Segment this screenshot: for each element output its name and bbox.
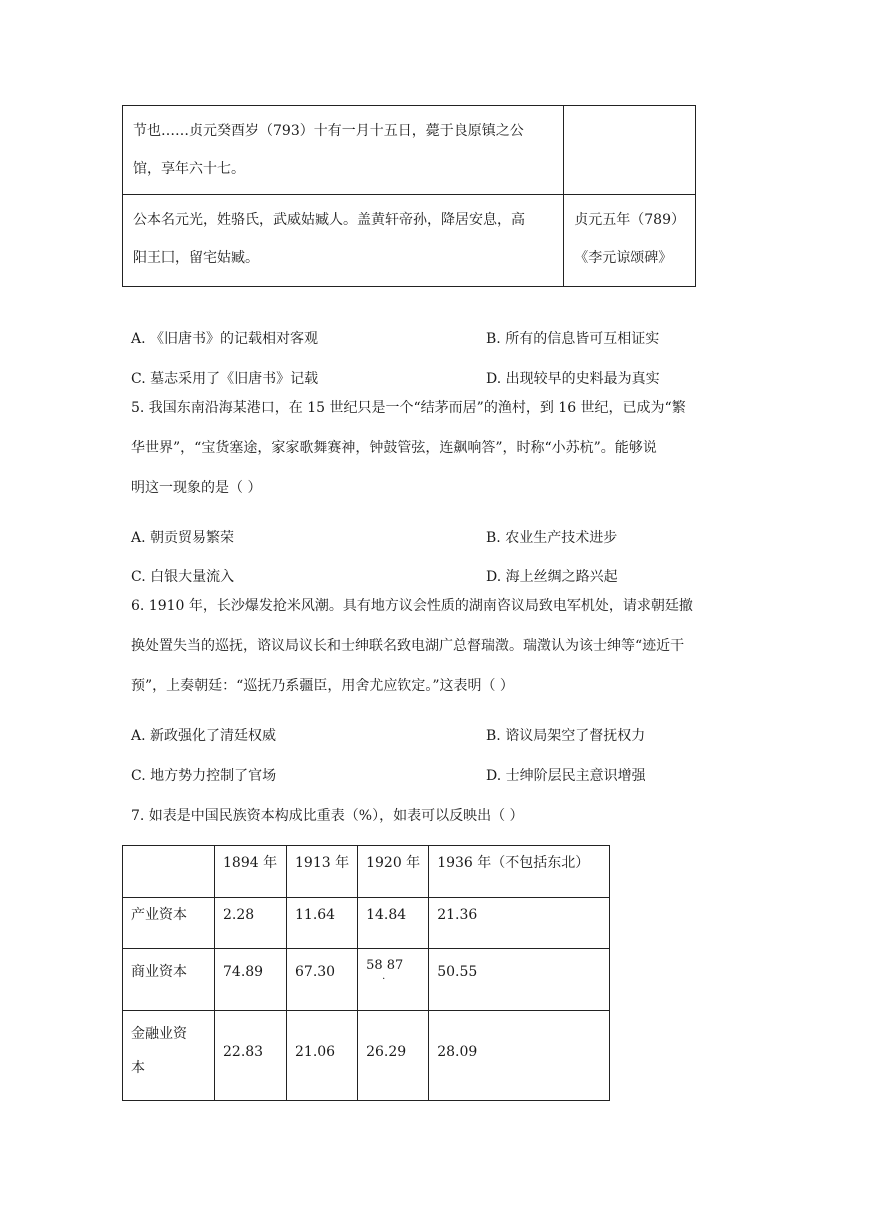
table-header-row [123, 846, 610, 898]
table-cell: 2.28 [215, 898, 287, 949]
q5-option-b[interactable]: B. 农业生产技术进步 [486, 530, 618, 546]
source-comparison-table [122, 105, 696, 287]
q5-stem-line: 明这一现象的是（ ） [131, 480, 262, 496]
q5-stem-line: 华世界”，“宝货塞途，家家歌舞赛神，钟鼓管弦，连飙响答”，时称“小苏杭”。能够说 [131, 440, 657, 456]
table-row [123, 106, 696, 195]
table-cell [123, 195, 564, 287]
table-row [123, 195, 696, 287]
table-cell [123, 106, 564, 195]
q4-option-d[interactable]: D. 出现较早的史料最为真实 [486, 371, 660, 387]
source-line: 贞元五年（789） [574, 212, 685, 228]
header-cell: 1920 年 [358, 846, 429, 898]
q5-stem [131, 388, 751, 508]
q6-option-d[interactable]: D. 士绅阶层民主意识增强 [486, 768, 646, 784]
table-cell: 11.64 [287, 898, 358, 949]
table-cell: 50.55 [429, 949, 610, 1011]
q5-option-d[interactable]: D. 海上丝绸之路兴起 [486, 569, 618, 585]
source-line: 《李元谅颂碑》 [574, 250, 673, 266]
q5-stem-line: 5. 我国东南沿海某港口，在 15 世纪只是一个“结茅而居”的渔村，到 16 世纪，已成为“繁 [131, 400, 686, 416]
table-cell: 67.30 [287, 949, 358, 1011]
row-label: 金融业资 本 [123, 1011, 215, 1101]
q6-option-b[interactable]: B. 谘议局架空了督抚权力 [486, 728, 646, 744]
header-cell: 1936 年（不包括东北） [429, 846, 610, 898]
q4-option-a[interactable]: A. 《旧唐书》的记载相对客观 [131, 331, 319, 347]
cell-text-line: 阳王囗，留宅姑臧。 [133, 250, 259, 266]
header-cell: 1894 年 [215, 846, 287, 898]
table-row [123, 898, 610, 949]
q6-stem-line: 预”，上奏朝廷：“巡抚乃系疆臣，用舍尤应钦定。”这表明（ ） [131, 678, 514, 694]
q6-stem-line: 换处置失当的巡抚，谘议局议长和士绅联名致电湖广总督瑞澂。瑞澂认为该士绅等“迹近干 [131, 638, 685, 654]
q6-option-a[interactable]: A. 新政强化了清廷权威 [131, 728, 277, 744]
q4-option-b[interactable]: B. 所有的信息皆可互相证实 [486, 331, 660, 347]
table-row [123, 949, 610, 1011]
table-cell: 74.89 [215, 949, 287, 1011]
cell-text-line: 节也……贞元癸酉岁（793）十有一月十五日，薨于良原镇之公 [133, 123, 524, 139]
table-cell-source [564, 195, 696, 287]
table-cell: 14.84 [358, 898, 429, 949]
table-row [123, 1011, 610, 1101]
table-cell: 21.36 [429, 898, 610, 949]
table-cell-empty [564, 106, 696, 195]
q4-option-c[interactable]: C. 墓志采用了《旧唐书》记载 [131, 371, 319, 387]
table-cell: 22.83 [215, 1011, 287, 1101]
q6-option-c[interactable]: C. 地方势力控制了官场 [131, 768, 277, 784]
cell-text-line: 馆，享年六十七。 [133, 161, 245, 177]
q7-stem: 7. 如表是中国民族资本构成比重表（%），如表可以反映出（ ） [131, 808, 524, 824]
capital-composition-table [122, 845, 610, 1101]
row-label: 商业资本 [123, 949, 215, 1011]
q5-option-a[interactable]: A. 朝贡贸易繁荣 [131, 530, 235, 546]
header-cell-empty [123, 846, 215, 898]
table-cell: 21.06 [287, 1011, 358, 1101]
table-cell-value: 58 87 · [366, 958, 404, 985]
stray-dot: · [382, 974, 386, 985]
q6-stem [131, 586, 751, 706]
table-cell: 28.09 [429, 1011, 610, 1101]
q6-stem-line: 6. 1910 年，长沙爆发抢米风潮。具有地方议会性质的湖南咨议局致电军机处，请求朝廷撤 [131, 598, 693, 614]
table-cell: 26.29 [358, 1011, 429, 1101]
q5-option-c[interactable]: C. 白银大量流入 [131, 569, 235, 585]
row-label: 产业资本 [123, 898, 215, 949]
cell-text-line: 公本名元光，姓骆氏，武威姑臧人。盖黄轩帝孙，降居安息，高 [133, 212, 525, 228]
table-cell [358, 949, 429, 1011]
header-cell: 1913 年 [287, 846, 358, 898]
